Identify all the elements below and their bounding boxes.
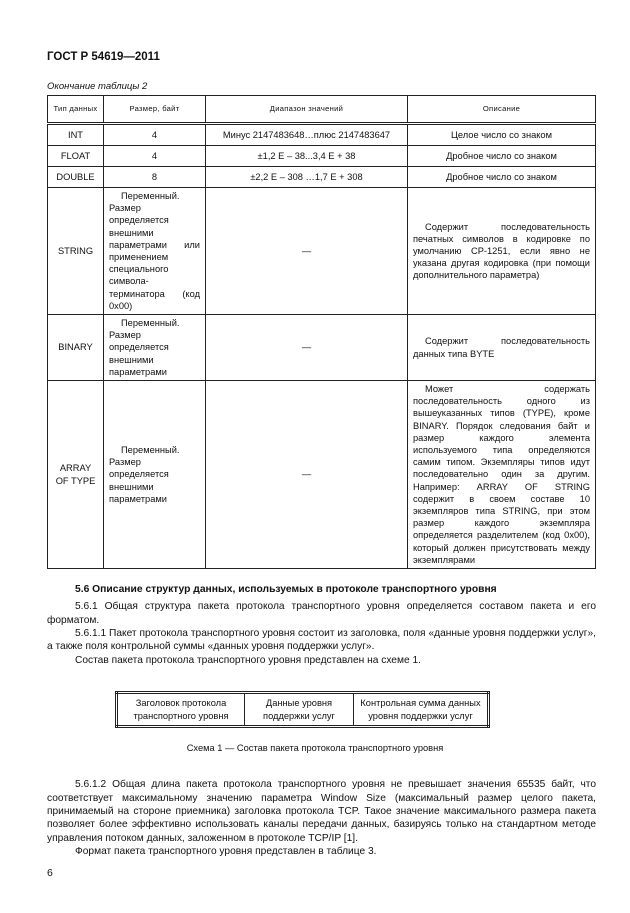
- cell-range: —: [206, 188, 408, 315]
- table-row: [48, 188, 596, 315]
- paragraph: [47, 778, 596, 845]
- cell-description: Дробное число со знаком: [408, 146, 596, 167]
- table-caption: Окончание таблицы 2: [47, 81, 148, 92]
- paragraph: [47, 845, 596, 858]
- paragraph: [47, 654, 596, 667]
- cell-size: 4: [104, 124, 206, 146]
- cell-type: BINARY: [48, 315, 104, 381]
- cell-range: Минус 2147483648…плюс 2147483647: [206, 124, 408, 146]
- cell-description: Дробное число со знаком: [408, 167, 596, 188]
- cell-description: Может содержать последовательность одного из вышеуказанных типов (TYPE), кроме BINARY. Порядок следования байт и размер каждого элемента используемого типа определяются самим типом. Экземпляры типов идут последовательно один за другим. Например: ARRAY OF STRING содержит в своем составе 10 экземпляров типа STRING, при этом размер каждого экземпляра определяется разделителем (код 0x00), который должен присутствовать между экземплярами: [408, 381, 596, 569]
- cell-range: —: [206, 315, 408, 381]
- table-row: [48, 124, 596, 146]
- cell-size: Переменный. Размер определяется внешними параметрами или применением специального символа-терминатора (код 0x00): [104, 188, 206, 315]
- cell-description: Целое число со знаком: [408, 124, 596, 146]
- paragraph-text: Формат пакета транспортного уровня представлен в таблице 3.: [75, 846, 377, 858]
- scheme-caption: Схема 1 — Состав пакета протокола транспортного уровня: [186, 743, 444, 754]
- cell-type: INT: [48, 124, 104, 146]
- paragraph-text: 5.6.1.1 Пакет протокола транспортного уровня состоит из заголовка, поля «данные уровня поддержки услуг», а также поля контрольной суммы «данных уровня поддержки услуг».: [47, 627, 596, 653]
- cell-type: DOUBLE: [48, 167, 104, 188]
- packet-scheme: [115, 691, 490, 728]
- table-row: [48, 167, 596, 188]
- cell-size: Переменный. Размер определяется внешними параметрами: [104, 315, 206, 381]
- cell-type: STRING: [48, 188, 104, 315]
- paragraph: [47, 627, 596, 654]
- scheme-cell-header: Заголовок протокола транспортного уровня: [117, 693, 245, 727]
- paragraph-text: 5.6.1 Общая структура пакета протокола транспортного уровня определяется составом пакета и его форматом.: [47, 601, 596, 626]
- cell-description: Содержит последовательность данных типа BYTE: [408, 315, 596, 381]
- cell-size: 4: [104, 146, 206, 167]
- paragraph-text: 5.6.1.2 Общая длина пакета протокола транспортного уровня не превышает значения 65535 байт, что соответствует максимальному значению параметра Window Size (максимальный размер целого пакета, принимаемый на стороне приемника) заголовка протокола TCP. Такое значение максимального размера пакета позволяет более эффективно использовать каналы передачи данных, базируясь только на стандартном методе управления потоком данных, заложенном в протоколе TCP/IP [1].: [47, 779, 596, 844]
- cell-description: Содержит последовательность печатных символов в кодировке по умолчанию CP-1251, если явно не указана другая кодировка (при помощи дополнительного параметра): [408, 188, 596, 315]
- cell-size: Переменный. Размер определяется внешними параметрами: [104, 381, 206, 569]
- cell-size: 8: [104, 167, 206, 188]
- paragraph: [47, 600, 596, 627]
- table-row: [48, 381, 596, 569]
- cell-type: FLOAT: [48, 146, 104, 167]
- document-header: ГОСТ Р 54619—2011: [47, 51, 160, 63]
- table-row: [48, 146, 596, 167]
- section-heading: 5.6 Описание структур данных, используемых в протоколе транспортного уровня: [75, 584, 497, 596]
- column-header: Диапазон значений: [206, 96, 408, 124]
- cell-range: ±2,2 E – 308 …1,7 E + 308: [206, 167, 408, 188]
- page-number: 6: [47, 866, 53, 879]
- cell-range: ±1,2 E – 38...3,4 E + 38: [206, 146, 408, 167]
- scheme-cell-checksum: Контрольная сумма данных уровня поддержки услуг: [354, 693, 489, 727]
- table-header-row: [48, 96, 596, 124]
- column-header: Размер, байт: [104, 96, 206, 124]
- column-header: Описание: [408, 96, 596, 124]
- data-types-table: [47, 95, 596, 569]
- paragraph-text: Состав пакета протокола транспортного уровня представлен на схеме 1.: [75, 654, 421, 666]
- scheme-cell-data: Данные уровня поддержки услуг: [245, 693, 354, 727]
- cell-range: —: [206, 381, 408, 569]
- cell-type: ARRAY OF TYPE: [48, 381, 104, 569]
- column-header: Тип данных: [48, 96, 104, 124]
- table-row: [48, 315, 596, 381]
